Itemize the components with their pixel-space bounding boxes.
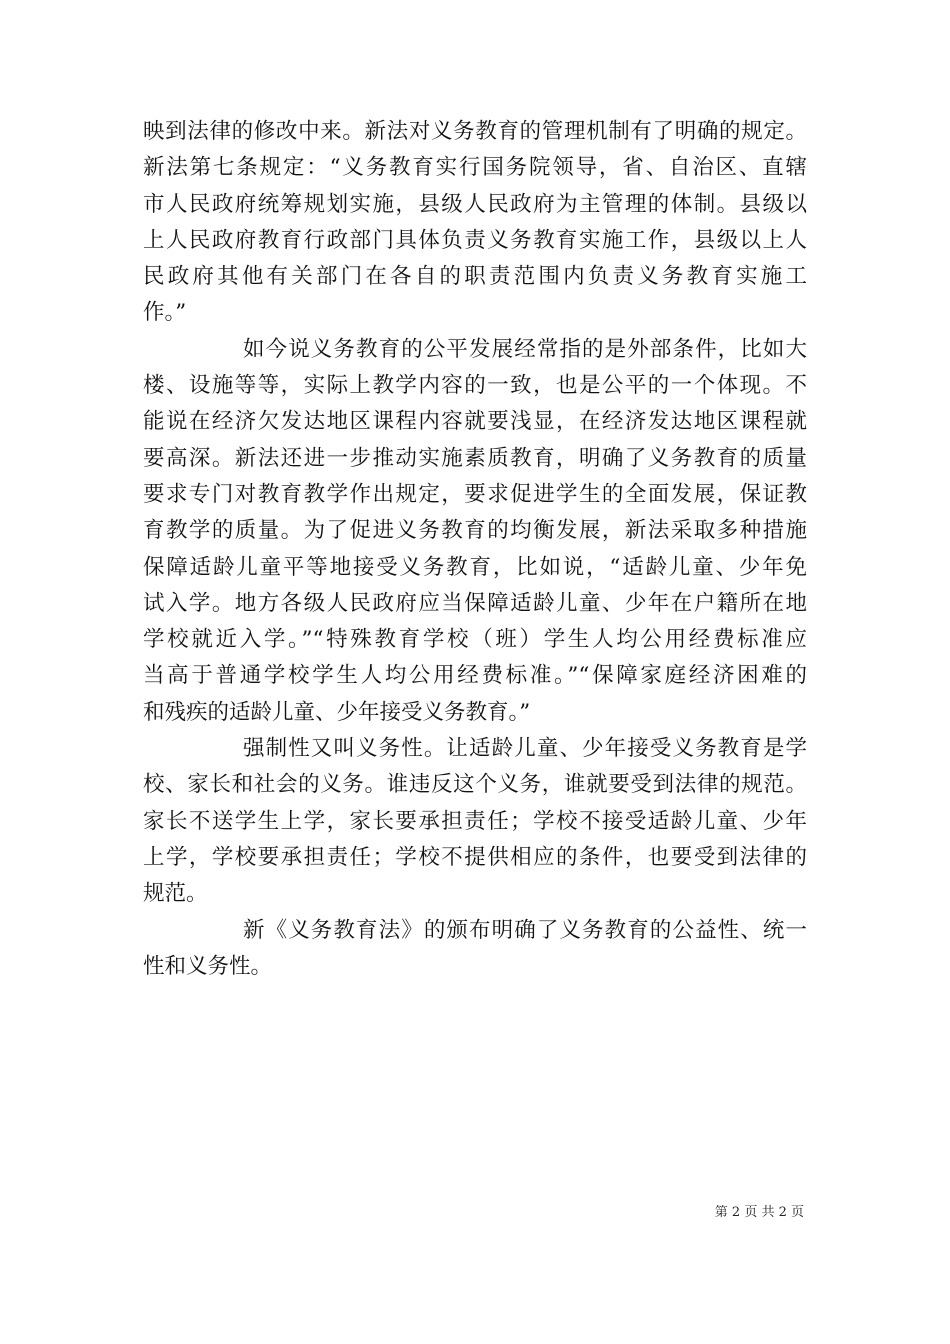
text-line: 当高于普通学校学生人均公用经费标准。”“保障家庭经济困难的: [143, 663, 807, 689]
text-line: 规范。: [143, 881, 208, 907]
text-line: 要求专门对教育教学作出规定，要求促进学生的全面发展，保证教: [143, 481, 807, 507]
paragraph-first-line: 强制性又叫义务性。让适龄儿童、少年接受义务教育是学: [243, 736, 807, 762]
text-line: 作。”: [143, 300, 187, 326]
text-line: 市人民政府统筹规划实施，县级人民政府为主管理的体制。县级以: [143, 191, 807, 217]
text-line: 新法第七条规定：“义务教育实行国务院领导，省、自治区、直辖: [143, 155, 807, 181]
text-line: 民政府其他有关部门在各自的职责范围内负责义务教育实施工: [143, 264, 807, 290]
document-body: [143, 114, 807, 985]
text-line: 楼、设施等等，实际上教学内容的一致，也是公平的一个体现。不: [143, 373, 807, 399]
text-line: 上学，学校要承担责任；学校不提供相应的条件，也要受到法律的: [143, 844, 807, 870]
text-line: 上人民政府教育行政部门具体负责义务教育实施工作，县级以上人: [143, 227, 807, 253]
text-line: 试入学。地方各级人民政府应当保障适龄儿童、少年在户籍所在地: [143, 590, 807, 616]
text-line: 映到法律的修改中来。新法对义务教育的管理机制有了明确的规定。: [143, 119, 807, 144]
text-line: 能说在经济欠发达地区课程内容就要浅显，在经济发达地区课程就: [143, 409, 807, 435]
text-line: 校、家长和社会的义务。谁违反这个义务，谁就要受到法律的规范。: [143, 772, 807, 798]
paragraph-first-line: 如今说义务教育的公平发展经常指的是外部条件，比如大: [243, 336, 807, 362]
paragraph-first-line: 新《义务教育法》的颁布明确了义务教育的公益性、统一: [243, 917, 807, 943]
text-line: 保障适龄儿童平等地接受义务教育，比如说，“适龄儿童、少年免: [143, 554, 807, 580]
text-line: 要高深。新法还进一步推动实施素质教育，明确了义务教育的质量: [143, 445, 807, 471]
text-line: 学校就近入学。”“特殊教育学校（班）学生人均公用经费标准应: [143, 627, 807, 653]
text-line: 家长不送学生上学，家长要承担责任；学校不接受适龄儿童、少年: [143, 808, 807, 834]
text-line: 性和义务性。: [143, 953, 273, 979]
text-line: 和残疾的适龄儿童、少年接受义务教育。”: [143, 699, 531, 725]
page-number-footer: 第 2 页 共 2 页: [714, 1205, 804, 1220]
text-line: 育教学的质量。为了促进义务教育的均衡发展，新法采取多种措施: [143, 518, 807, 544]
